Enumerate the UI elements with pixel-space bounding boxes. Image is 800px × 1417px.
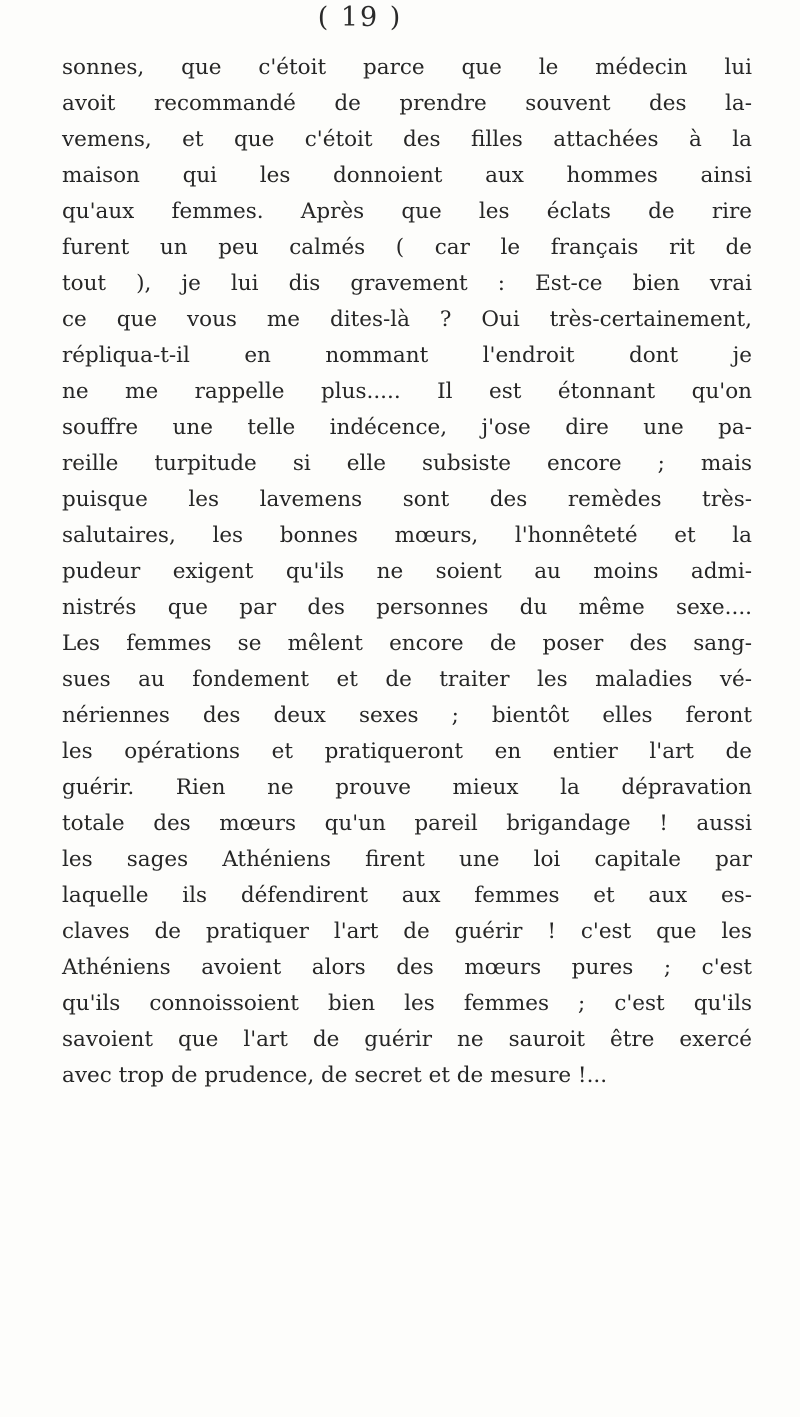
- text-line: nistrés que par des personnes du même sexe....: [62, 595, 752, 620]
- text-line: ne me rappelle plus..... Il est étonnant qu'on: [62, 379, 752, 404]
- page-number: ( 19 ): [317, 2, 403, 33]
- text-line: répliqua-t-il en nommant l'endroit dont je: [62, 343, 752, 368]
- text-line: qu'ils connoissoient bien les femmes ; c'est qu'ils: [62, 991, 752, 1016]
- text-line: claves de pratiquer l'art de guérir ! c'est que les: [62, 919, 752, 944]
- text-line: sonnes, que c'étoit parce que le médecin lui: [62, 55, 752, 80]
- text-line: maison qui les donnoient aux hommes ainsi: [62, 163, 752, 188]
- text-line: Les femmes se mêlent encore de poser des sang-: [62, 631, 752, 656]
- text-line: les opérations et pratiqueront en entier l'art de: [62, 739, 752, 764]
- text-line: furent un peu calmés ( car le français rit de: [62, 235, 752, 260]
- text-line: vemens, et que c'étoit des filles attachées à la: [62, 127, 752, 152]
- text-line: souffre une telle indécence, j'ose dire une pa-: [62, 415, 752, 440]
- text-line: savoient que l'art de guérir ne sauroit être exercé: [62, 1027, 752, 1052]
- text-line: Athéniens avoient alors des mœurs pures ; c'est: [62, 955, 752, 980]
- text-line: laquelle ils défendirent aux femmes et aux es-: [62, 883, 752, 908]
- text-line: ce que vous me dites-là ? Oui très-certainement,: [62, 307, 752, 332]
- text-line: pudeur exigent qu'ils ne soient au moins admi-: [62, 559, 752, 584]
- text-line: qu'aux femmes. Après que les éclats de rire: [62, 199, 752, 224]
- text-line: totale des mœurs qu'un pareil brigandage ! aussi: [62, 811, 752, 836]
- text-line: nériennes des deux sexes ; bientôt elles feront: [62, 703, 752, 728]
- text-line: tout ), je lui dis gravement : Est-ce bien vrai: [62, 271, 752, 296]
- text-line: les sages Athéniens firent une loi capitale par: [62, 847, 752, 872]
- text-line: sues au fondement et de traiter les maladies vé-: [62, 667, 752, 692]
- text-line: avoit recommandé de prendre souvent des la-: [62, 91, 752, 116]
- text-line: avec trop de prudence, de secret et de mesure !...: [62, 1063, 608, 1088]
- text-line: guérir. Rien ne prouve mieux la dépravation: [62, 775, 752, 800]
- text-line: reille turpitude si elle subsiste encore ; mais: [62, 451, 752, 476]
- body-text: [62, 50, 752, 1094]
- text-line: salutaires, les bonnes mœurs, l'honnêteté et la: [62, 523, 752, 548]
- text-line: puisque les lavemens sont des remèdes très-: [62, 487, 752, 512]
